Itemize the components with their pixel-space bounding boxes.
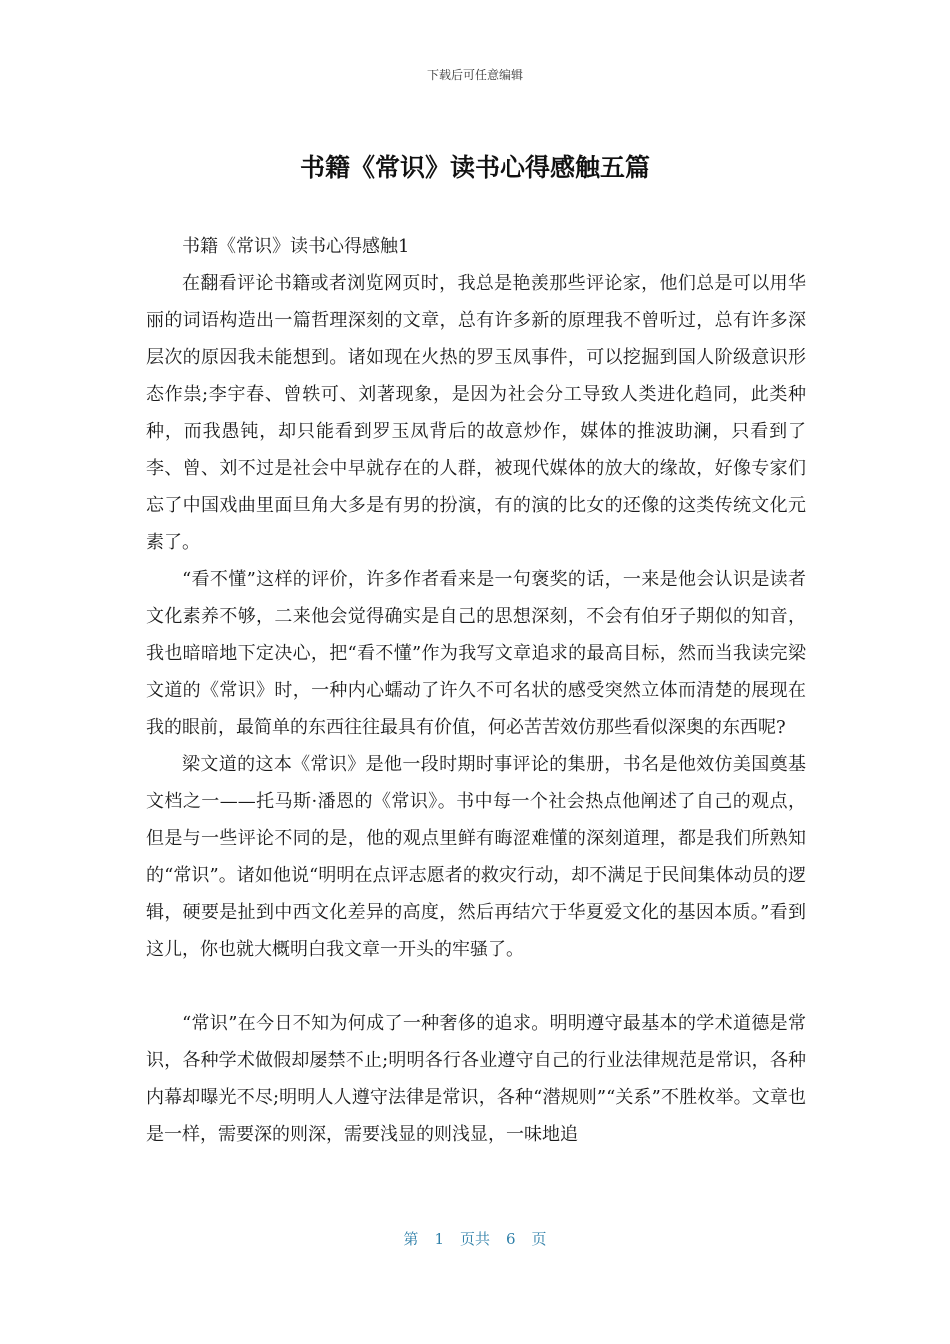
page-label-prefix: 第: [403, 1230, 419, 1248]
page-footer: [0, 1228, 950, 1249]
paragraph-2: “看不懂”这样的评价，许多作者看来是一句褒奖的话，一来是他会认识是读者文化素养不够，二来他会觉得确实是自己的思想深刻，不会有伯牙子期似的知音，我也暗暗地下定决心，把“看不懂”作为我写文章追求的最高目标，然而当我读完梁文道的《常识》时，一种内心蠕动了许久不可名状的感受突然立体而清楚的展现在我的眼前，最简单的东西往往最具有价值，何必苦苦效仿那些看似深奥的东西呢?: [146, 569, 806, 738]
page-number: 1: [434, 1230, 444, 1248]
paragraph-3: 梁文道的这本《常识》是他一段时期时事评论的集册，书名是他效仿美国奠基文档之一——托马斯·潘恩的《常识》。书中每一个社会热点他阐述了自己的观点，但是与一些评论不同的是，他的观点里鲜有晦涩难懂的深刻道理，都是我们所熟知的“常识”。诸如他说“明明在点评志愿者的救灾行动，却不满足于民间集体动员的逻辑，硬要是扯到中西文化差异的高度，然后再结穴于华夏爱文化的基因本质。”看到这儿，你也就大概明白我文章一开头的牢骚了。: [146, 754, 806, 960]
header-note: 下载后可任意编辑: [426, 68, 523, 82]
section-subtitle: 书籍《常识》读书心得感触1: [182, 236, 410, 257]
paragraph-gap: [146, 968, 806, 1005]
paragraph-1: 在翻看评论书籍或者浏览网页时，我总是艳羡那些评论家，他们总是可以用华丽的词语构造出一篇哲理深刻的文章，总有许多新的原理我不曾听过，总有许多深层次的原因我未能想到。诸如现在火热的罗玉凤事件，可以挖掘到国人阶级意识形态作祟;李宇春、曾轶可、刘著现象，是因为社会分工导致人类进化趋同，此类种种，而我愚钝，却只能看到罗玉凤背后的故意炒作，媒体的推波助澜，只看到了李、曾、刘不过是社会中早就存在的人群，被现代媒体的放大的缘故，好像专家们忘了中国戏曲里面旦角大多是有男的扮演，有的演的比女的还像的这类传统文化元素了。: [146, 273, 806, 553]
total-pages: 6: [506, 1230, 516, 1248]
document-title: 书籍《常识》读书心得感触五篇: [299, 153, 650, 182]
page-label-mid: 页共: [459, 1230, 490, 1248]
document-body: [146, 228, 806, 1153]
paragraph-4: “常识”在今日不知为何成了一种奢侈的追求。明明遵守最基本的学术道德是常识，各种学术做假却屡禁不止;明明各行各业遵守自己的行业法律规范是常识，各种内幕却曝光不尽;明明人人遵守法律是常识，各种“潜规则”“关系”不胜枚举。文章也是一样，需要深的则深，需要浅显的则浅显，一味地追: [146, 1013, 806, 1145]
page-label-suffix: 页: [531, 1230, 547, 1248]
